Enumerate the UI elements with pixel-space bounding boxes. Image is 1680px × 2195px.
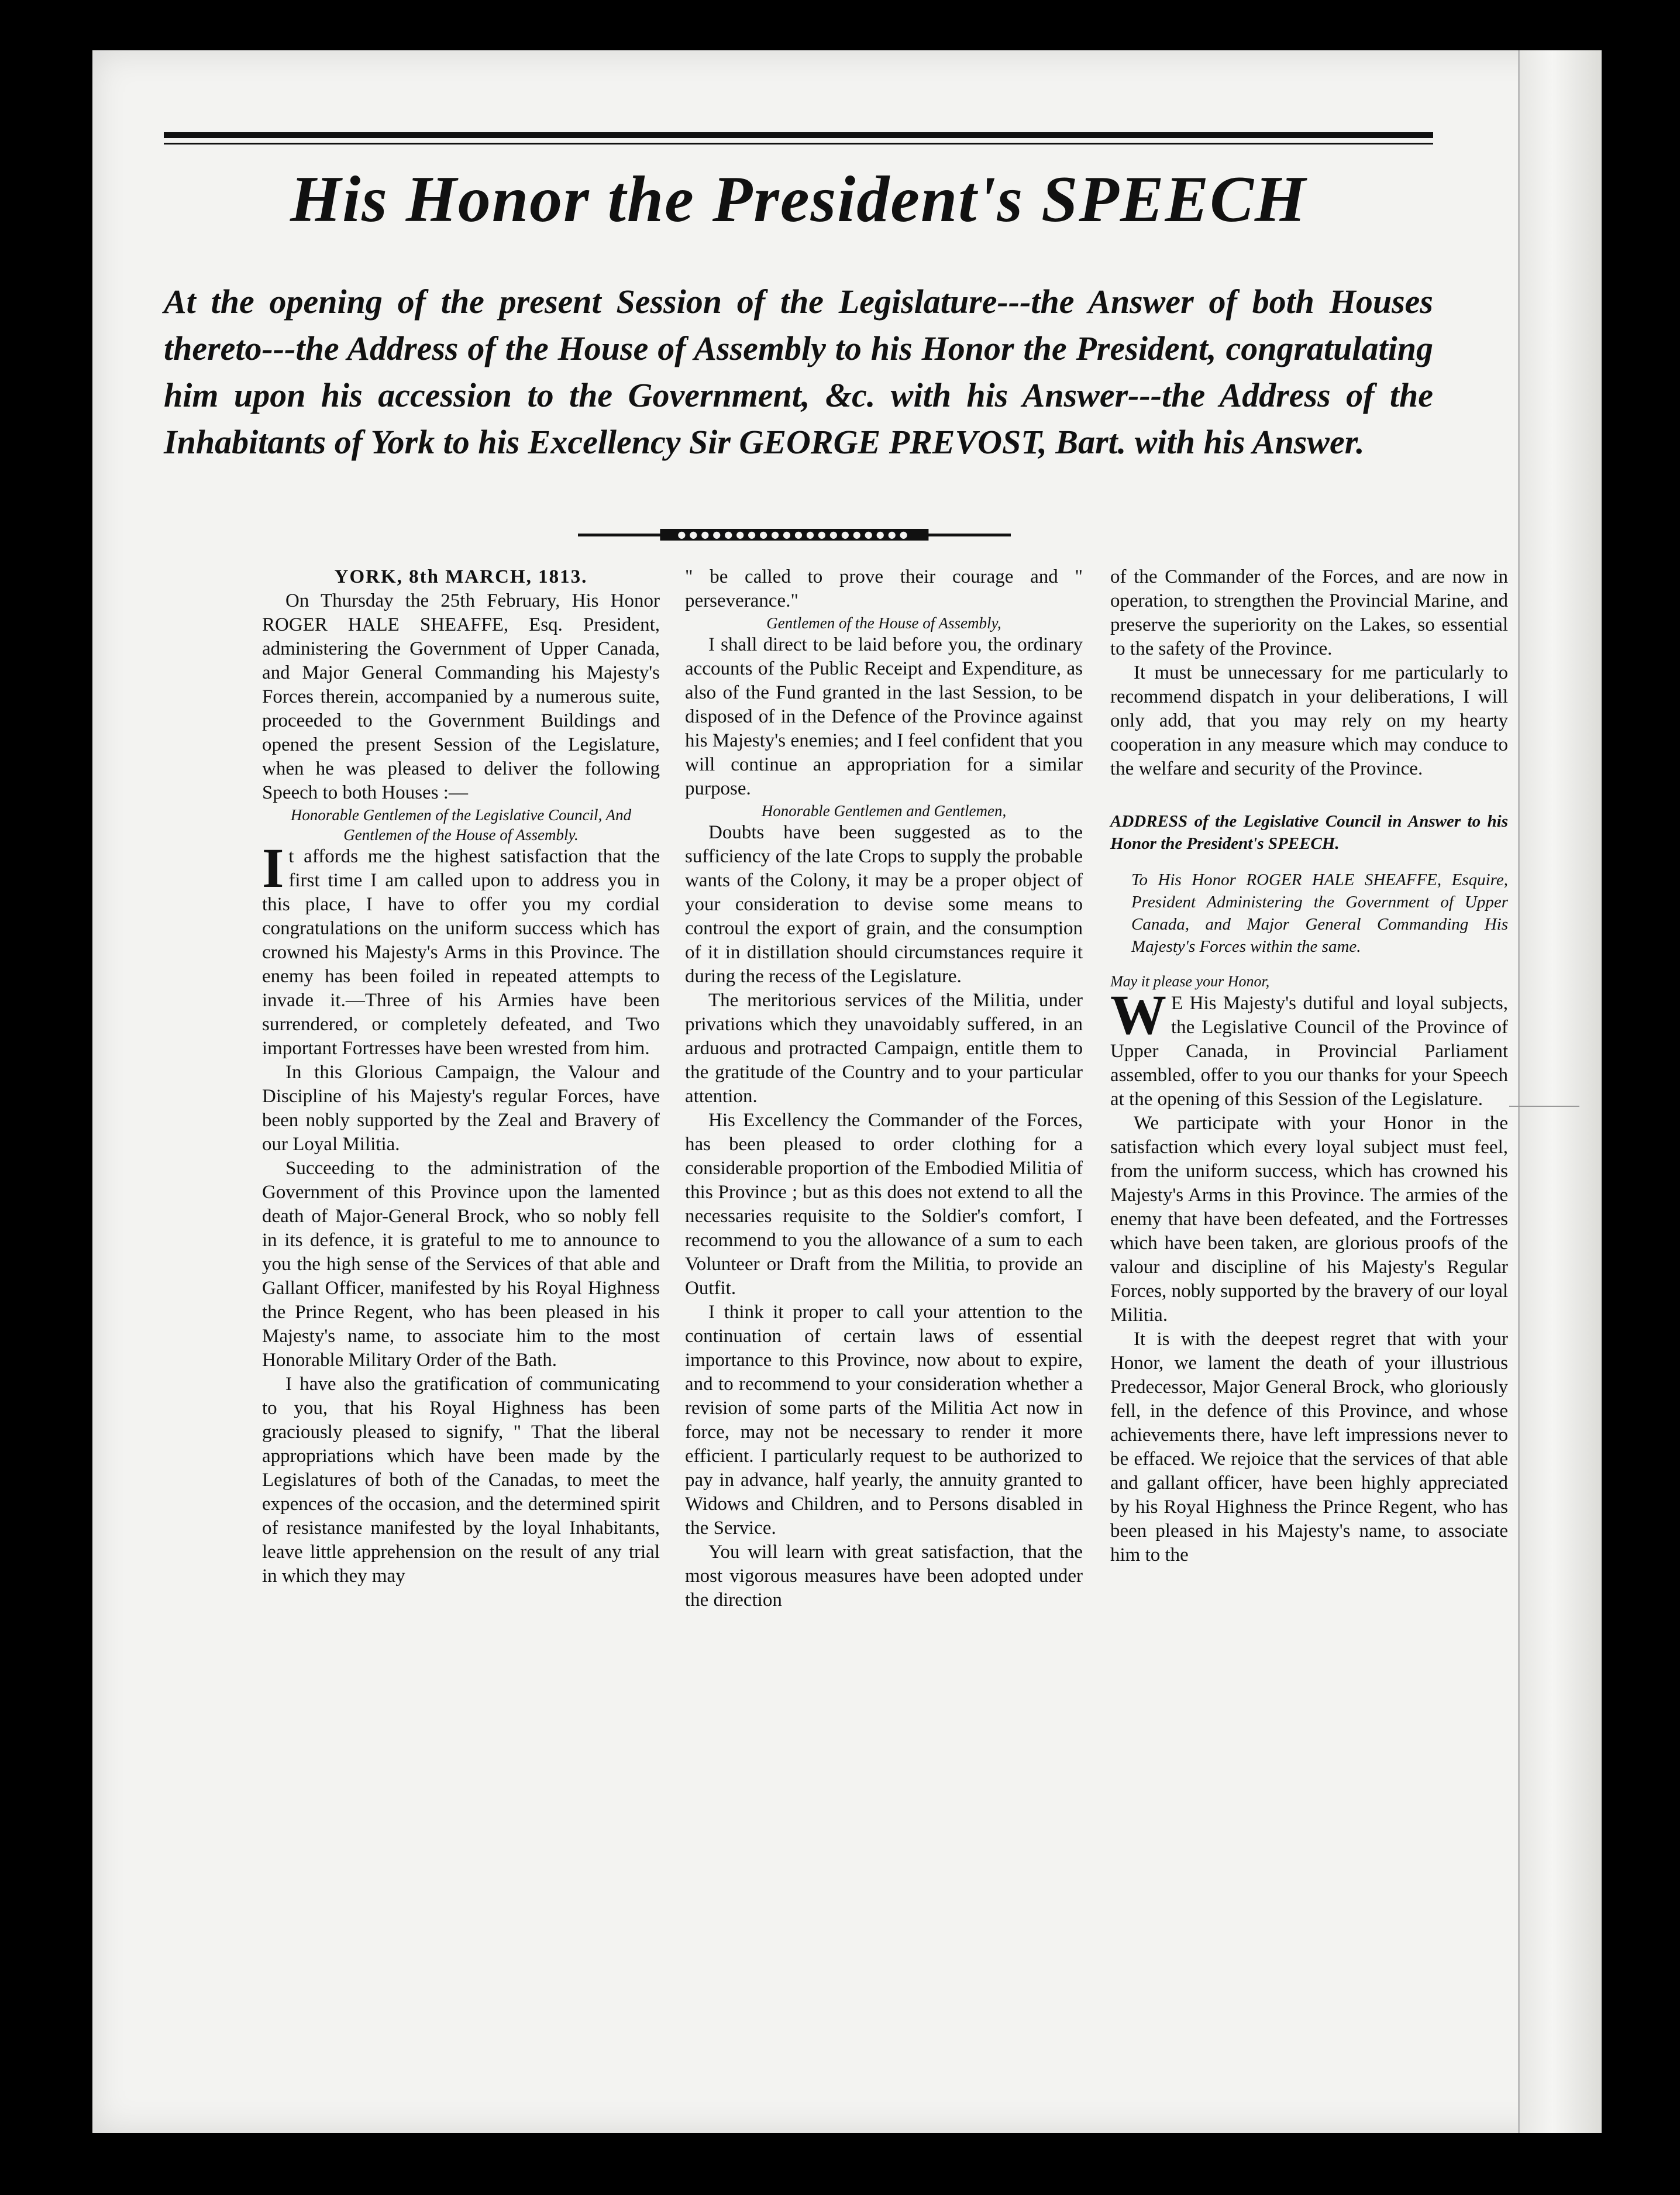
- paragraph: It affords me the highest satisfaction that the first time I am called upon to address you in this place, I have to offer you my cordial congratulations on the uniform success which has crowned his Majesty's Arms in this Province. The enemy has been foiled in repeated attempts to invade it.—Three of his Armies have been surrendered, or completely defeated, and Two important Fortresses have been wrested from him.: [262, 837, 660, 1059]
- fold-crease: [1509, 1106, 1579, 1107]
- salutation: Honorable Gentlemen and Gentlemen,: [761, 802, 1007, 820]
- paragraph: It must be unnecessary for me particularly to recommend dispatch in your deliberations, I will only add, that you may rely on my hearty cooperation in any measure which may conduce to the welfare and security of the Province.: [1110, 662, 1508, 779]
- salutation: Gentlemen of the House of Assembly,: [766, 614, 1001, 632]
- paragraph: In this Glorious Campaign, the Valour and Discipline of his Majesty's regular Forces, have been nobly supported by the Zeal and Bravery of our Loyal Militia.: [262, 1062, 660, 1155]
- paragraph: " be called to prove their courage and " perseverance.": [685, 566, 1083, 611]
- paragraph: of the Commander of the Forces, and are now in operation, to strengthen the Provincial Marine, and preserve the superiority on the Lakes, so essential to the safety of the Province.: [1110, 566, 1508, 659]
- dateline: YORK, 8th MARCH, 1813.: [334, 566, 588, 587]
- masthead-rule: [164, 132, 1433, 138]
- address-recipient: To His Honor ROGER HALE SHEAFFE, Esquire, President Administering the Government of Upper Canada, and Major General Commanding His Majesty's Forces within the same.: [1131, 871, 1508, 956]
- paragraph: You will learn with great satisfaction, that the most vigorous measures have been adopted under the direction: [685, 1542, 1083, 1611]
- torn-right-edge: [1518, 50, 1602, 2133]
- salutation: Honorable Gentlemen of the Legislative Council, And Gentlemen of the House of Assembly.: [290, 806, 632, 844]
- paragraph: I think it proper to call your attention to the continuation of certain laws of essential importance to this Province, now about to expire, and to recommend to your consideration whether a revision of some parts of the Militia Act now in force, may not be necessary to render it more efficient. I particularly request to be authorized to pay in advance, half yearly, the annuity granted to Widows and Children, and to Persons disabled in the Service.: [685, 1302, 1083, 1539]
- paragraph: We participate with your Honor in the satisfaction which every loyal subject must feel, from the uniform success, which has crowned his Majesty's Arms in this Province. The armies of the enemy that have been defeated, and the Fortresses which have been taken, are glorious proofs of the valour and discipline of his Majesty's Regular Forces, nobly supported by the bravery of our loyal Militia.: [1110, 1113, 1508, 1326]
- paragraph: His Excellency the Commander of the Forces, has been pleased to order clothing for a considerable proportion of the Embodied Militia of this Province ; but as this does not extend to all the necessaries requisite to the Soldier's comfort, I recommend to you the allowance of a sum to each Volunteer or Draft from the Militia, to provide an Outfit.: [685, 1110, 1083, 1299]
- column-3: [1110, 565, 1508, 1567]
- paragraph: On Thursday the 25th February, His Honor ROGER HALE SHEAFFE, Esq. President, administering the Government of Upper Canada, and Major General Commanding his Majesty's Forces therein, accompanied by a numerous suite, proceeded to the Government Buildings and opened the present Session of the Legislature, when he was pleased to deliver the following Speech to both Houses :—: [262, 590, 660, 803]
- paragraph: It is with the deepest regret that with your Honor, we lament the death of your illustrious Predecessor, Major General Brock, who gloriously fell, in the defence of this Province, and whose achievements there, have left impressions never to be effaced. We rejoice that the services of that able and gallant officer, have been highly appreciated by his Royal Highness the Prince Regent, who has been pleased in his Majesty's name, to associate him to the: [1110, 1329, 1508, 1566]
- paragraph: WE His Majesty's dutiful and loyal subjects, the Legislative Council of the Province of Upper Canada, in Provincial Parliament assembled, offer to you our thanks for your Speech at the opening of this Session of the Legislature.: [1110, 983, 1508, 1110]
- paragraph: Succeeding to the administration of the Government of this Province upon the lamented death of Major-General Brock, who so nobly fell in its defence, it is grateful to me to announce to you the high sense of the Services of that able and Gallant Officer, manifested by his Royal Highness the Prince Regent, who has been pleased in his Majesty's name, to associate him to the most Honorable Military Order of the Bath.: [262, 1158, 660, 1371]
- page-title: His Honor the President's SPEECH: [290, 163, 1307, 236]
- paragraph: The meritorious services of the Militia, under privations which they unavoidably suffered, in an arduous and protracted Campaign, entitle them to the gratitude of the Country and to your particular attention.: [685, 990, 1083, 1107]
- ornament-divider: ●●●●●●●●●●●●●●●●●●●●: [578, 529, 1011, 541]
- salutation: May it please your Honor,: [1110, 973, 1270, 990]
- masthead-rule-thin: [164, 143, 1433, 145]
- column-1: [262, 565, 660, 1588]
- paragraph: I have also the gratification of communicating to you, that his Royal Highness has been graciously pleased to signify, " That the liberal appropriations which have been made by the Legislatures of both of the Canadas, to meet the expences of the occasion, and the determined spirit of resistance manifested by the loyal Inhabitants, leave little apprehension on the result of any trial in which they may: [262, 1374, 660, 1587]
- column-2: [685, 565, 1083, 1612]
- paragraph: I shall direct to be laid before you, the ordinary accounts of the Public Receipt and Expenditure, as also of the Fund granted in the last Session, to be disposed of in the Defence of the Province against his Majesty's enemies; and I feel confident that you will continue an appropriation for a similar purpose.: [685, 634, 1083, 799]
- address-heading: ADDRESS of the Legislative Council in Answer to his Honor the President's SPEECH.: [1110, 812, 1508, 853]
- paragraph: Doubts have been suggested as to the sufficiency of the late Crops to supply the probable wants of the Colony, it may be a proper object of your consideration to devise some means to controul the export of grain, and the consumption of it in distillation should circumstances require it during the recess of the Legislature.: [685, 822, 1083, 987]
- document-page: [92, 50, 1520, 2133]
- page-subtitle: At the opening of the present Session of the Legislature---the Answer of both Houses thereto---the Address of the House of Assembly to his Honor the President, congratulating him upon his accession to the Government, &c. with his Answer---the Address of the Inhabitants of York to his Excellency Sir GEORGE PREVOST, Bart. with his Answer.: [164, 283, 1433, 461]
